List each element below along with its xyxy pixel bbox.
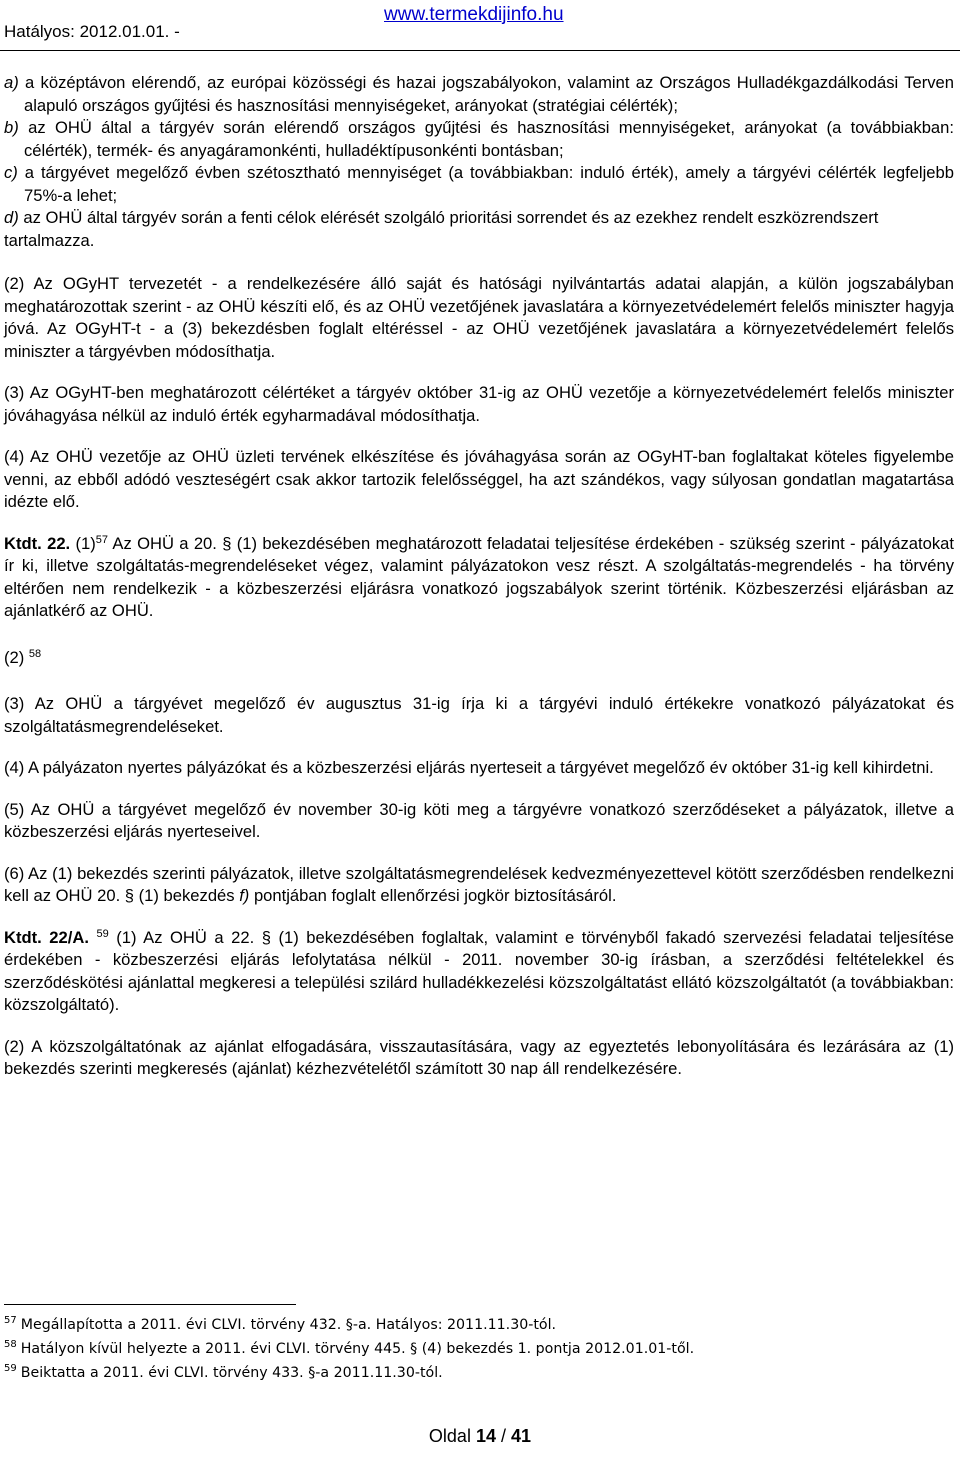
footnote-57: $^{57}$ Megállapította a 2011. évi CLVI. törvény 432. §-a. Hatályos: 2011.11.30-tól. (4, 1315, 557, 1333)
footnote-divider (4, 1304, 296, 1305)
paragraph-2: (2) Az OGyHT tervezetét - a rendelkezésére álló saját és hatósági nyilvántartás adatai alapján, a külön jogszabályban meghatározottak szerint - az OHÜ készíti elő, és az OHÜ vezetőjének javaslatára a környezetvédelemért felelős miniszter hagyja jóvá. Az OGyHT-t - a (3) bekezdésben foglalt eltéréssel - az OHÜ vezetőjének javaslatára a környezetvédelemért felelős miniszter a tárgyévben módosíthatja. (4, 274, 954, 361)
site-link[interactable]: www.termekdijinfo.hu (384, 4, 564, 25)
list-closing: tartalmazza. (4, 230, 95, 250)
paragraph-22a-2: (2) A közszolgáltatónak az ajánlat elfogadására, visszautasítására, vagy az egyeztetés lebonyolítására és lezárására az (1) bekezdés szerinti megkeresés (ajánlat) kézhezvételétől számított 30 nap áll rendelkezésére. (4, 1036, 954, 1078)
list-item-a: a) a középtávon elérendő, az európai közösségi és hazai jogszabályokon, valamint az Országos Hulladékgazdálkodási Terven alapuló országos gyűjtési és hasznosítási mennyiségeket, arányokat (stratégiai célérték); (4, 73, 954, 115)
effective-date: Hatályos: 2012.01.01. - (4, 22, 180, 41)
footnote-59: $^{59}$ Beiktatta a 2011. évi CLVI. törvény 433. §-a 2011.11.30-tól. (4, 1363, 443, 1381)
footnote-58: $^{58}$ Hatályon kívül helyezte a 2011. évi CLVI. törvény 445. § (4) bekezdés 1. pontja 2012.01.01-től. (4, 1339, 695, 1357)
page-separator: / (501, 1426, 507, 1446)
page-number: 14 (475, 1426, 496, 1446)
paragraph-22-6: (6) Az (1) bekezdés szerinti pályázatok, illetve szolgáltatásmegrendelések kedvezményezettevel kötött szerződésben rendelkezni kell az OHÜ 20. § (1) bekezdés f) pontjában foglalt ellenőrzési jogkör biztosításáról. (4, 863, 954, 905)
list-item-c: c) a tárgyévet megelőző évben szétosztható mennyiséget (a továbbiakban: induló érték), amely a tárgyévi célérték legfeljebb 75%-a lehet; (4, 163, 954, 205)
paragraph-3: (3) Az OGyHT-ben meghatározott célértéket a tárgyév október 31-ig az OHÜ vezetője a környezetvédelemért felelős miniszter jóváhagyása nélkül az induló érték egyharmadával módosíthatja. (4, 383, 954, 425)
paragraph-4: (4) Az OHÜ vezetője az OHÜ üzleti tervének elkészítése és jóváhagyása során az OGyHT-ban foglaltakat köteles figyelembe venni, az ebből adódó veszteségért csak akkor tartozik felelősséggel, ha azt szándékos, vagy súlyosan gondatlan magatartása idézte elő. (4, 447, 954, 511)
section-heading: Ktdt. 22/A. (4, 927, 89, 947)
document-body (4, 72, 954, 1081)
paragraph-22-4: (4) A pályázaton nyertes pályázókat és a közbeszerzési eljárás nyerteseit a tárgyévet megelőző év október 31-ig kell kihirdetni. (4, 758, 934, 777)
paragraph-22-3: (3) Az OHÜ a tárgyévet megelőző év augusztus 31-ig írja ki a tárgyévi induló értékekre vonatkozó pályázatokat és szolgáltatásmegrendeléseket. (4, 694, 954, 736)
page-total: 41 (511, 1426, 532, 1446)
page-footer (0, 1426, 960, 1447)
footnote-ref-59[interactable]: 59 (96, 927, 109, 940)
footnotes (4, 1313, 954, 1385)
header-divider (0, 50, 960, 51)
section-ktdt-22a: Ktdt. 22/A. $^{59}$ (1) Az OHÜ a 22. § (1) bekezdésében foglaltak, valamint e törvényből fakadó szervezési feladatai teljesítése érdekében - közbeszerzési eljárás lefolytatása nélkül - 2011. november 30-ig írásban, a szerződési feltételekkel és szerződéskötési ajánlattal megkeresi a települési szilárd hulladékkezelési közszolgáltatást ellátó közszolgáltatót (a továbbiakban: közszolgáltató). (4, 927, 954, 1014)
section-heading: Ktdt. 22. (4, 533, 71, 553)
page-header (0, 0, 960, 52)
page-label: Oldal (428, 1426, 471, 1446)
section-ktdt-22: Ktdt. 22. $(1)^{57}$ Az OHÜ a 20. § (1) bekezdésében meghatározott feladatai teljesítése érdekében - szükség szerint - pályázatokat ír ki, illetve szolgáltatás-megrendeléseket végez, valamint pályázatokon vesz részt. A szolgáltatás-megrendelés - ha törvény eltérően nem rendelkezik - a közbeszerzési eljárásra vonatkozó jogszabályok szerint történik. Közbeszerzési eljárásban az ajánlatkérő az OHÜ. (4, 533, 954, 620)
list-item-b: b) az OHÜ által a tárgyév során elérendő országos gyűjtési és hasznosítási mennyiségeket, arányokat (a továbbiakban: célérték), termék- és anyagáramonkénti, hulladéktípusonkénti bontásban; (4, 118, 954, 160)
paragraph-22-5: (5) Az OHÜ a tárgyévet megelőző év november 30-ig köti meg a tárgyévre vonatkozó szerződéseket a pályázatok, illetve a közbeszerzési eljárás nyerteseivel. (4, 799, 954, 841)
footnote-ref-58[interactable]: 58 (28, 647, 42, 660)
paragraph-22-2: (2) $^{58}$ (4, 647, 42, 667)
footnote-ref-57[interactable]: 57 (95, 533, 109, 546)
list-item-d: d) az OHÜ által tárgyév során a fenti célok elérését szolgáló prioritási sorrendet és az ezekhez rendelt eszközrendszert (4, 208, 879, 227)
